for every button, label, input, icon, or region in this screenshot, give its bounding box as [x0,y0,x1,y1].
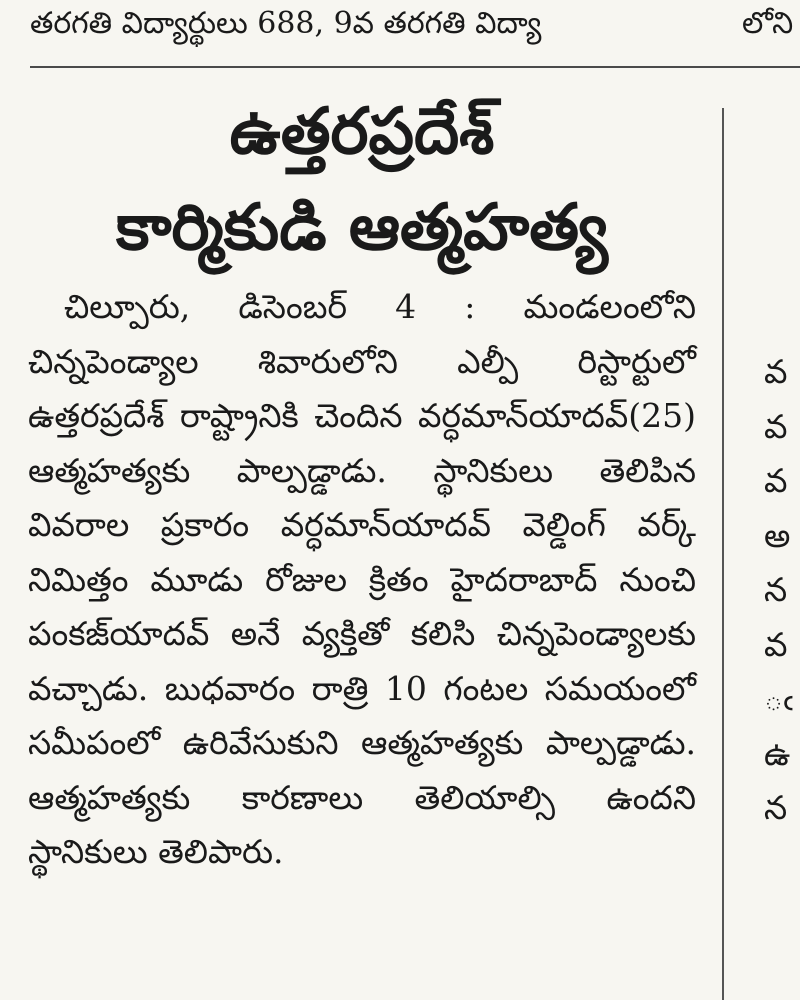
article-body: చిల్పూరు, డిసెంబర్ 4 : మండలంలోని చిన్నపెండ్యాల శివారులోని ఎల్పీ రిస్టార్టులో ఉత్తరప్రదేశ్ రాష్ట్రానికి చెందిన వర్ధమాన్‌యాదవ్(25) ఆత్మహత్యకు పాల్పడ్డాడు. స్థానికులు తెలిపిన వివరాల ప్రకారం వర్ధమాన్‌యాదవ్ వెల్డింగ్ వర్క్ నిమిత్తం మూడు రోజుల క్రితం హైదరాబాద్ నుంచి పంకజ్‌యాదవ్ అనే వ్యక్తితో కలిసి చిన్నపెండ్యాలకు వచ్చాడు. బుధవారం రాత్రి 10 గంటల సమయంలో సమీపంలో ఉరివేసుకుని ఆత్మహత్యకు పాల్పడ్డాడు. ఆత్మహత్యకు కారణాలు తెలియాల్సి ఉందని స్థానికులు తెలిపారు. [28,287,696,871]
fragment-line: వ [764,352,788,391]
previous-article-strip [0,0,800,62]
fragment-line: వ [764,461,788,500]
fragment-line: వ [764,406,788,446]
fragment-line: ఁ [764,679,793,718]
column-divider [722,108,724,1000]
headline-line-1: ఉత్తరప్రదేశ్ [229,95,495,169]
fragment-line: ఉ [764,733,791,773]
adjacent-column-text: లోని [742,6,794,41]
fragment-line: న [764,788,788,827]
news-article [28,82,696,913]
fragment-line: వ [764,624,788,664]
horizontal-divider [30,66,800,68]
fragment-line: న [764,570,788,609]
adjacent-column-fragments [764,345,800,836]
fragment-line: అ [764,515,791,555]
headline-line-2: కార్మికుడి ఆత్మహత్య [116,191,608,265]
article-headline [28,82,696,274]
previous-article-text: తరగతి విద్యార్థులు 688, 9వ తరగతి విద్యా [30,6,542,41]
